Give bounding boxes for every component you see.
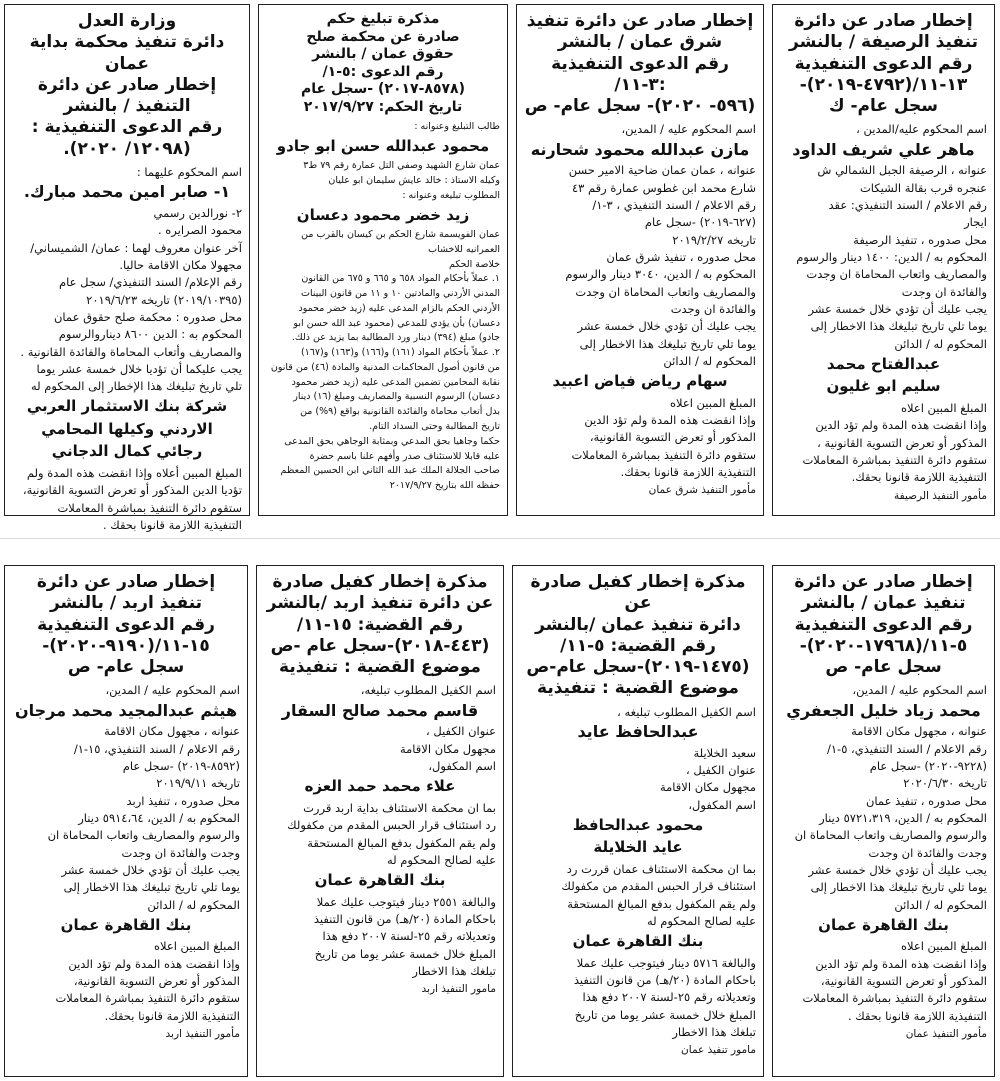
notice-guarantor-irbid bbox=[256, 565, 504, 1077]
title-line: موضوع القضية : تنفيذية bbox=[279, 657, 481, 677]
notice-tail-line: ستقوم دائرة التنفيذ بمباشرة المعاملات bbox=[802, 452, 987, 467]
notice-tail-line: وإذا انقضت هذه المدة ولم تؤد الدين bbox=[815, 956, 987, 971]
creditor-name: محمود عبدالحافظ bbox=[572, 815, 704, 834]
title-line: مذكرة إخطار كفيل صادرة عن bbox=[530, 572, 746, 614]
notice-text-line: والرسوم والمصاريف واتعاب المحاماة ان bbox=[794, 828, 987, 843]
notice-tail-line: تاريخ المطالبة وحتى السداد التام. bbox=[369, 421, 500, 433]
notice-text-line: محمود الصرايره . bbox=[157, 223, 242, 238]
notice-text-line: والرسوم والمصاريف واتعاب المحاماة ان bbox=[47, 828, 240, 843]
notice-text-line: المحكوم له / الدائن bbox=[894, 897, 987, 912]
title-line: (٥٩٦- ٢٠٢٠)- سجل عام- ص bbox=[524, 96, 756, 116]
creditor-name: الاردني وكيلها المحامي bbox=[41, 419, 213, 438]
notice-text-line: محل صدوره ، تنفيذ عمان bbox=[865, 793, 987, 808]
notice-text-line: تاريخه ٢٠١٩/٢/٢٧ bbox=[672, 232, 756, 247]
notice-tail-line: دعسان) الرسوم النسبية والمصاريف ومبلغ (١٦) دينار bbox=[293, 391, 500, 403]
notice-title bbox=[524, 11, 756, 117]
debtor-name: عبدالحافظ عايد bbox=[577, 721, 699, 741]
notice-text-line: رقم الاعلام / السند التنفيذي، ١٥-١/ bbox=[73, 741, 240, 756]
notice-text-line: عنوانه ، مجهول مكان الاقامة bbox=[104, 724, 240, 739]
notice-tail-line: المذكور أو تعرض التسوية القانونية، bbox=[73, 974, 240, 989]
notice-text-line: تلي تاريخ تبليغك هذا الإخطار إلى المحكوم له bbox=[30, 379, 242, 394]
notice-east-amman bbox=[516, 4, 764, 516]
notice-text-line: وكيله الاستاذ : خالد عايش سليمان ابو عليان bbox=[328, 175, 500, 187]
notice-tail-line: التنفيذية اللازمة قانونا بحقك. bbox=[620, 465, 756, 480]
title-line: سجل عام- ص bbox=[825, 657, 942, 677]
notice-tail-line: وتعديلاته رقم ٢٥-لسنة ٢٠٠٧ دفع هذا bbox=[322, 929, 496, 944]
debtor-name: قاسم محمد صالح السقار bbox=[281, 700, 479, 720]
notice-text-line: يجب عليكما أن تؤديا خلال خمسة عشر يوما bbox=[36, 361, 242, 376]
title-line: (٤٤٣-٢٠١٨)-سجل عام -ص bbox=[270, 635, 490, 656]
notice-text-line: يجب عليك أن تؤدي خلال خمسة عشر bbox=[61, 863, 240, 877]
title-line: رقم الدعوى التنفيذية bbox=[794, 614, 973, 635]
debtor-name: مازن عبدالله محمود شحارنه bbox=[530, 139, 750, 159]
notice-tail-line: تبلغك هذا الاخطار bbox=[412, 963, 496, 978]
title-line: (١٤٧٥-٢٠١٩)-سجل عام-ص bbox=[526, 657, 750, 677]
notice-text-line: والفائدة ان وجدت bbox=[670, 302, 756, 316]
debtor-name: ١- صابر امين محمد مبارك. bbox=[23, 182, 231, 202]
notice-tail-line: المذكور أو تعرض التسوية القانونية، bbox=[589, 430, 756, 445]
notice-text-line: محل صدوره ، تنفيذ شرق عمان bbox=[606, 250, 756, 265]
title-line: إخطار صادر عن دائرة bbox=[36, 572, 216, 592]
creditor-name: علاء محمد حمد العزه bbox=[304, 777, 456, 796]
notice-tail-line: عليه لصالح المحكوم له bbox=[386, 852, 496, 867]
officer-signature: مامور التنفيذ اربد bbox=[421, 983, 496, 996]
creditor-name: شركة بنك الاستثمار العربي bbox=[26, 397, 228, 416]
notice-text-line: ٢- نورالدين رسمي bbox=[153, 205, 242, 220]
title-line: إخطار صادر عن دائرة تنفيذ bbox=[526, 11, 754, 31]
notice-tail-line: بدل أتعاب محاماة والفائدة القانونية بواقع (٩%) من bbox=[300, 406, 500, 418]
title-line: حقوق عمان / بالنشر bbox=[312, 46, 454, 62]
notice-text-line: اسم المكفول، bbox=[688, 797, 756, 812]
notice-title bbox=[12, 572, 240, 678]
title-line: (٨٥٧٨-٢٠١٧) -سجل عام bbox=[301, 81, 465, 97]
debtor-name: ماهر علي شريف الداود bbox=[792, 139, 975, 159]
officer-signature: مأمور التنفيذ عمان bbox=[905, 1028, 987, 1041]
title-line: ١٣-١١/(٤٧٩٢-٢٠١٩)- bbox=[799, 74, 968, 95]
notice-text-line: المحكوم به / الدين، ٣٠٤٠ دينار والرسوم bbox=[565, 267, 756, 282]
notice-tail-line: بما ان محكمة الاستئناف بداية اربد قررت bbox=[303, 800, 496, 815]
notice-tail-line: ستقوم دائرة التنفيذ بمباشرة المعاملات bbox=[55, 991, 240, 1006]
notice-tail-line: ستقوم دائرة التنفيذ بمباشرة المعاملات bbox=[57, 500, 242, 515]
debtor-label: اسم الكفيل المطلوب تبليغه ، bbox=[617, 704, 756, 719]
title-line: رقم القضية: ١٥-١١/ bbox=[296, 614, 464, 635]
notice-text-line: والمصاريف واتعاب المحاماة ان وجدت bbox=[575, 284, 756, 299]
notice-tail-line: تبلغك هذا الاخطار bbox=[672, 1025, 756, 1040]
notice-tail-line: وإذا انقضت هذه المدة ولم تؤد الدين bbox=[815, 418, 987, 433]
creditor-name: سهام رياض فياض اعبيد bbox=[552, 372, 728, 391]
debtor-label: اسم المحكوم عليه/المدين ، bbox=[856, 122, 987, 137]
notice-tail-line: وتعديلاته رقم ٢٥-لسنة ٢٠٠٧ دفع هذا bbox=[582, 990, 756, 1005]
notice-ministry-justice bbox=[4, 4, 250, 532]
title-line: موضوع القضية : تنفيذية bbox=[537, 678, 739, 699]
title-line: إخطار صادر عن دائرة bbox=[37, 74, 217, 95]
notice-tail-line: ستقوم دائرة التنفيذ بمباشرة المعاملات bbox=[802, 991, 987, 1006]
notice-text-line: رقم الاعلام / السند التنفيذي ، ٣-١/ bbox=[592, 198, 756, 213]
officer-signature: مامور تنفيذ عمان bbox=[681, 1044, 756, 1057]
notice-text-line: شارع محمد ابن غطوس عمارة رقم ٤٣ bbox=[572, 180, 756, 195]
notice-tail-line: ولم يقم المكفول بدفع المبالغ المستحقة bbox=[307, 835, 496, 850]
notice-tail-line: وإذا انقضت هذه المدة ولم تؤد الدين bbox=[68, 956, 240, 971]
creditor-name: سليم ابو غليون bbox=[826, 377, 941, 396]
notice-text-line: مجهولا مكان الاقامة حاليا. bbox=[119, 257, 242, 272]
notice-text-line: (٩٢٢٨-٢٠٢٠) -سجل عام bbox=[869, 759, 987, 774]
notice-text-line: يوما تلي تاريخ تبليغك هذا الاخطار إلى bbox=[810, 319, 987, 334]
title-line: سجل عام- ك bbox=[828, 96, 939, 116]
title-line: رقم الدعوى التنفيذية : bbox=[31, 117, 223, 138]
notice-tail-line: جادو) مبلغ (٣٩٤) دينار ورد المطالبة بما يزيد عن ذلك. bbox=[291, 332, 500, 344]
notice-text-line: يوما تلي تاريخ تبليغك هذا الاخطار إلى bbox=[579, 336, 756, 351]
notice-tail-line: ستقوم دائرة التنفيذ بمباشرة المعاملات bbox=[571, 447, 756, 462]
notice-tail-line: حكما وجاهيا بحق المدعي وبمثابة الوجاهي بحق المدعى bbox=[284, 435, 500, 447]
notice-tail-line: عمان الفويسمة شارع الحكم بن كيسان بالقرب من bbox=[301, 229, 500, 241]
notice-tail-line: وإذا انقضت هذه المدة ولم تؤد الدين bbox=[584, 413, 756, 428]
title-line: (١٢٠٩٨/ ٢٠٢٠). bbox=[63, 138, 191, 159]
notice-title bbox=[266, 11, 500, 116]
title-line: دائرة تنفيذ عمان /بالنشر bbox=[535, 614, 741, 635]
creditor-name: زيد خضر محمود دعسان bbox=[296, 205, 470, 224]
notice-tail-line: المبلغ خلال خمسة عشر يوما من تاريخ bbox=[574, 1007, 756, 1022]
notice-title bbox=[780, 572, 987, 678]
notice-text-line: يجب عليك أن تؤدي خلال خمسة عشر bbox=[808, 863, 987, 877]
notice-tail-line: المذكور أو تعرض التسوية القانونية ، bbox=[817, 435, 987, 450]
debtor-label: اسم المحكوم عليهما : bbox=[136, 164, 242, 179]
notice-tail-line: تؤديا الدين المذكور أو تعرض التسوية القانونية، bbox=[22, 483, 242, 498]
title-line: إخطار صادر عن دائرة bbox=[794, 11, 973, 31]
notice-tail-line: ولم يقم المكفول بدفع المبالغ المستحقة bbox=[567, 896, 756, 911]
title-line: تنفيذ عمان / بالنشر bbox=[801, 593, 966, 614]
debtor-label: اسم الكفيل المطلوب تبليغه، bbox=[360, 683, 496, 698]
debtor-label: اسم المحكوم عليه / المدين، bbox=[852, 683, 987, 698]
debtor-name: محمود عبدالله حسن ابو جادو bbox=[276, 136, 490, 155]
title-line: عن دائرة تنفيذ اربد /بالنشر bbox=[266, 593, 494, 614]
notice-text-line: آخر عنوان معروف لهما : عمان/ الشميساني/ bbox=[30, 240, 242, 255]
notice-text-line: المحكوم له / الدائن bbox=[894, 336, 987, 351]
notice-tail-line: المبلغ المبين اعلاه bbox=[153, 939, 240, 954]
notice-tail-line: المبلغ المبين اعلاه bbox=[669, 395, 756, 410]
notice-tail-line: حفظه الله بتاريخ ٢٠١٧/٩/٢٧ bbox=[389, 480, 500, 492]
notice-text-line: مجهول مكان الاقامة bbox=[659, 780, 756, 795]
notice-tail-line: بنك القاهرة عمان bbox=[572, 932, 704, 951]
notice-text-line: يجب عليك أن تؤدي خلال خمسة عشر bbox=[577, 319, 756, 334]
title-line: تنفيذ الرصيفة / بالنشر bbox=[789, 32, 978, 53]
title-line: رقم القضية: ٥-١١/ bbox=[560, 635, 716, 656]
notice-text-line: رقم الاعلام / السند التنفيذي، ٥-١/ bbox=[826, 741, 987, 756]
notice-text-line: وجدت والفائدة ان وجدت bbox=[868, 845, 987, 860]
notice-tail-line: التنفيذية اللازمة قانونا بحقك. bbox=[851, 470, 987, 485]
notice-tail-line: المذكور أو تعرض التسوية القانونية، bbox=[820, 974, 987, 989]
notice-tail-line: صاحب الجلالة الملك عبد الله الثاني ابن الحسين المعظم bbox=[280, 465, 500, 477]
notice-tail-line: المبلغ المبين اعلاه bbox=[900, 939, 987, 954]
notice-text-line: (٢٠١٩/١٠٣٩٥) تاريخه ٢٠١٩/٦/٢٣ bbox=[86, 292, 242, 307]
notice-text-line: سعيد الخلايلة bbox=[693, 745, 756, 760]
notice-text-line: محل صدوره ، تنفيذ الرصيفة bbox=[853, 232, 987, 247]
notice-tail-line: والبالغة ٥٧١٦ دينار فيتوجب عليك عملا bbox=[576, 955, 756, 970]
debtor-label: اسم المحكوم عليه / المدين، bbox=[621, 122, 756, 137]
title-line: دائرة تنفيذ محكمة بداية عمان bbox=[29, 32, 225, 74]
notice-text-line: والمصاريف واتعاب المحاماة ان وجدت bbox=[806, 267, 987, 282]
notice-tail-line: المدني الأردني والمادتين ١٠ و ١١ من قانون البينات bbox=[301, 288, 500, 300]
creditor-name: رجائي كمال الدجاني bbox=[51, 442, 203, 461]
notice-text-line: (٦٢٧-٢٠١٩) -سجل عام bbox=[644, 215, 756, 230]
notice-tail-line: ٢. عملاً بأحكام المواد (١٦١) و(١٦٦) و(١٦٣) و(١٦٧) bbox=[300, 347, 500, 359]
notice-text-line: والفائدة ان وجدت bbox=[901, 284, 987, 299]
notice-text-line: ايجار bbox=[964, 215, 987, 230]
title-line: مذكرة تبليغ حكم bbox=[326, 11, 440, 27]
notice-text-line: تاريخه ٢٠١٩/٩/١١ bbox=[156, 776, 240, 791]
notice-text-line: والمصاريف وأتعاب المحاماة والفائدة القانونية . bbox=[20, 344, 242, 359]
notice-text-line: عنوان الكفيل ، bbox=[686, 762, 756, 777]
notice-judgment-amman bbox=[258, 4, 508, 516]
notice-tail-line: باحكام المادة (٢٠/هـ) من قانون التنفيذ bbox=[313, 912, 496, 926]
notice-text-line: المحكوم له / الدائن bbox=[147, 897, 240, 912]
debtor-name: هيثم عبدالمجيد محمد مرجان bbox=[14, 700, 238, 720]
title-line: ٥-١١/(١٧٩٦٨-٢٠٢٠)- bbox=[799, 635, 968, 656]
notice-text-line: المحكوم به : الدين ٨٦٠٠ ديناروالرسوم bbox=[58, 327, 242, 342]
title-line: رقم الدعوى التنفيذية :٣-١١/ bbox=[551, 53, 729, 95]
notice-text-line: عنوان الكفيل ، bbox=[426, 724, 496, 739]
notice-text-line: محل صدوره : محكمة صلح حقوق عمان bbox=[53, 309, 242, 324]
notice-tail-line: بنك القاهرة عمان bbox=[314, 871, 446, 890]
notice-tail-line: خلاصة الحكم bbox=[449, 258, 500, 270]
notice-text-line: المطلوب تبليغه وعنوانه : bbox=[402, 189, 500, 201]
title-line: تاريخ الحكم: ٢٠١٧/٩/٢٧ bbox=[303, 98, 463, 115]
notice-tail-line: الأردني الحكم بالزام المدعى عليه (زيد خضر محمود bbox=[298, 302, 500, 314]
creditor-name: عايد الخلايلة bbox=[593, 838, 683, 857]
notice-text-line: المحكوم به / الدين: ١٤٠٠ دينار والرسوم bbox=[796, 250, 987, 265]
title-line: رقم الدعوى :٥-١/ bbox=[322, 63, 444, 80]
title-line: وزارة العدل bbox=[77, 11, 177, 31]
notice-guarantor-amman bbox=[512, 565, 764, 1077]
notice-text-line: اسم المكفول، bbox=[428, 759, 496, 774]
notice-text-line: رقم الاعلام / السند التنفيذي: عقد bbox=[828, 198, 987, 213]
title-line: إخطار صادر عن دائرة bbox=[794, 572, 973, 592]
notice-text-line: مجهول مكان الاقامة bbox=[399, 741, 496, 756]
title-line: رقم الدعوى التنفيذية bbox=[794, 53, 973, 74]
notice-amman bbox=[772, 565, 995, 1077]
notice-rusaifa bbox=[772, 4, 995, 516]
notice-tail-line: عليه قابلا للاستئناف صدر وأفهم علنا باسم حضرة bbox=[309, 450, 500, 462]
title-line: شرق عمان / بالنشر bbox=[557, 32, 723, 53]
notice-tail-line: ١. عملاً بأحكام المواد ٦٥٨ و ٦٦٥ و ٦٧٥ من القانون bbox=[301, 273, 500, 285]
creditor-name: بنك القاهرة عمان bbox=[818, 915, 949, 934]
notice-tail-line: المبلغ خلال خمسة عشر يوما من تاريخ bbox=[314, 946, 496, 961]
notice-text-line: (٨٥٩٢-٢٠١٩) -سجل عام bbox=[122, 759, 240, 774]
title-line: التنفيذ / بالنشر bbox=[63, 96, 191, 116]
officer-signature: مأمور التنفيذ شرق عمان bbox=[648, 484, 756, 497]
officer-signature: مأمور التنفيذ اربد bbox=[165, 1028, 240, 1041]
creditor-name: عبدالفتاح محمد bbox=[826, 354, 941, 373]
title-line: مذكرة إخطار كفيل صادرة bbox=[272, 572, 488, 592]
notice-tail-line: المبلغ المبين اعلاه bbox=[900, 400, 987, 415]
notice-tail-line: دعسان) بأن يؤدي للمدعي (محمود عبد الله حسن ابو bbox=[293, 317, 500, 329]
notice-text-line: محل صدوره ، تنفيذ اربد bbox=[126, 793, 240, 808]
title-line: تنفيذ اربد / بالنشر bbox=[49, 593, 203, 614]
notice-tail-line: والبالغة ٢٥٥١ دينار فيتوجب عليك عملا bbox=[316, 894, 496, 909]
officer-signature: مأمور التنفيذ الرصيفة bbox=[894, 489, 987, 502]
notice-text-line: يوما تلي تاريخ تبليغك هذا الاخطار إلى bbox=[63, 880, 240, 895]
notice-text-line: عنوانه ، عمان عمان ضاحية الامير حسن bbox=[568, 163, 756, 178]
title-line: صادرة عن محكمة صلح bbox=[306, 28, 460, 45]
title-line: سجل عام- ص bbox=[67, 657, 185, 677]
notice-tail-line: من قانون أصول المحاكمات المدنية والمادة (٤٦) من قانون bbox=[270, 361, 500, 373]
notice-text-line: عنوانه ، الرصيفة الجبل الشمالي ش bbox=[817, 163, 987, 178]
notice-text-line: المحكوم به / الدين، ٥٩١٤،٦٤ دينار bbox=[78, 811, 240, 826]
notice-title bbox=[264, 572, 496, 678]
notice-tail-line: رد استئناف قرار الحبس المقدم من مكفولك bbox=[287, 818, 496, 833]
title-line: رقم الدعوى التنفيذية bbox=[37, 614, 215, 635]
notice-title bbox=[780, 11, 987, 117]
notice-text-line: يوما تلي تاريخ تبليغك هذا الاخطار إلى bbox=[810, 880, 987, 895]
notice-tail-line: بما ان محكمة الاستئناف عمان قررت رد bbox=[566, 861, 756, 876]
notice-text-line: وجدت والفائدة ان وجدت bbox=[121, 845, 240, 860]
notice-title bbox=[520, 572, 756, 700]
notice-text-line: عنجره قرب بقالة الشيكات bbox=[859, 180, 987, 195]
notice-tail-line: باحكام المادة (٢٠/هـ) من قانون التنفيذ bbox=[573, 973, 756, 988]
notice-text-line: عنوانه ، مجهول مكان الاقامة bbox=[851, 724, 987, 739]
debtor-name: محمد زياد خليل الجعفري bbox=[786, 700, 981, 720]
debtor-label: اسم المحكوم عليه / المدين، bbox=[105, 683, 240, 698]
notice-text-line: المحكوم به / الدين، ٥٧٢١،٣١٩ دينار bbox=[819, 811, 987, 826]
notice-text-line: تاريخه ٢٠٢٠/٦/٣٠ bbox=[903, 776, 987, 791]
notice-tail-line: التنفيذية اللازمة قانونا بحقك . bbox=[102, 517, 242, 532]
notice-irbid bbox=[4, 565, 248, 1077]
notice-tail-line: التنفيذية اللازمة قانونا بحقك . bbox=[847, 1008, 987, 1023]
notice-text-line: رقم الإعلام/ السند التنفيذي/ سجل عام bbox=[58, 275, 242, 290]
notice-tail-line: المبلغ المبين أعلاه وإذا انقضت هذه المدة ولم bbox=[26, 465, 242, 480]
notice-text-line: يجب عليك أن تؤدي خلال خمسة عشر bbox=[808, 302, 987, 316]
notice-tail-line: عليه لصالح المحكوم له bbox=[646, 913, 756, 928]
notice-title bbox=[12, 11, 242, 160]
debtor-label: طالب التبليغ وعنوانه : bbox=[414, 121, 500, 132]
creditor-name: بنك القاهرة عمان bbox=[60, 915, 192, 934]
notice-text-line: عمان شارع الشهيد وصفي التل عمارة رقم ٧٩ ط٣ bbox=[303, 160, 500, 172]
notice-tail-line: التنفيذية اللازمة قانونا بحقك. bbox=[104, 1008, 240, 1023]
title-line: ١٥-١١/(٩١٩٠-٢٠٢٠)- bbox=[42, 635, 210, 656]
notice-tail-line: استئناف قرار الحبس المقدم من مكفولك bbox=[561, 879, 756, 894]
notice-tail-line: العمرانيه للاخشاب bbox=[428, 243, 500, 255]
notice-tail-line: نقابة المحامين تضمين المدعى عليه (زيد خضر محمود bbox=[291, 376, 500, 388]
notice-text-line: المحكوم له / الدائن bbox=[663, 353, 756, 368]
